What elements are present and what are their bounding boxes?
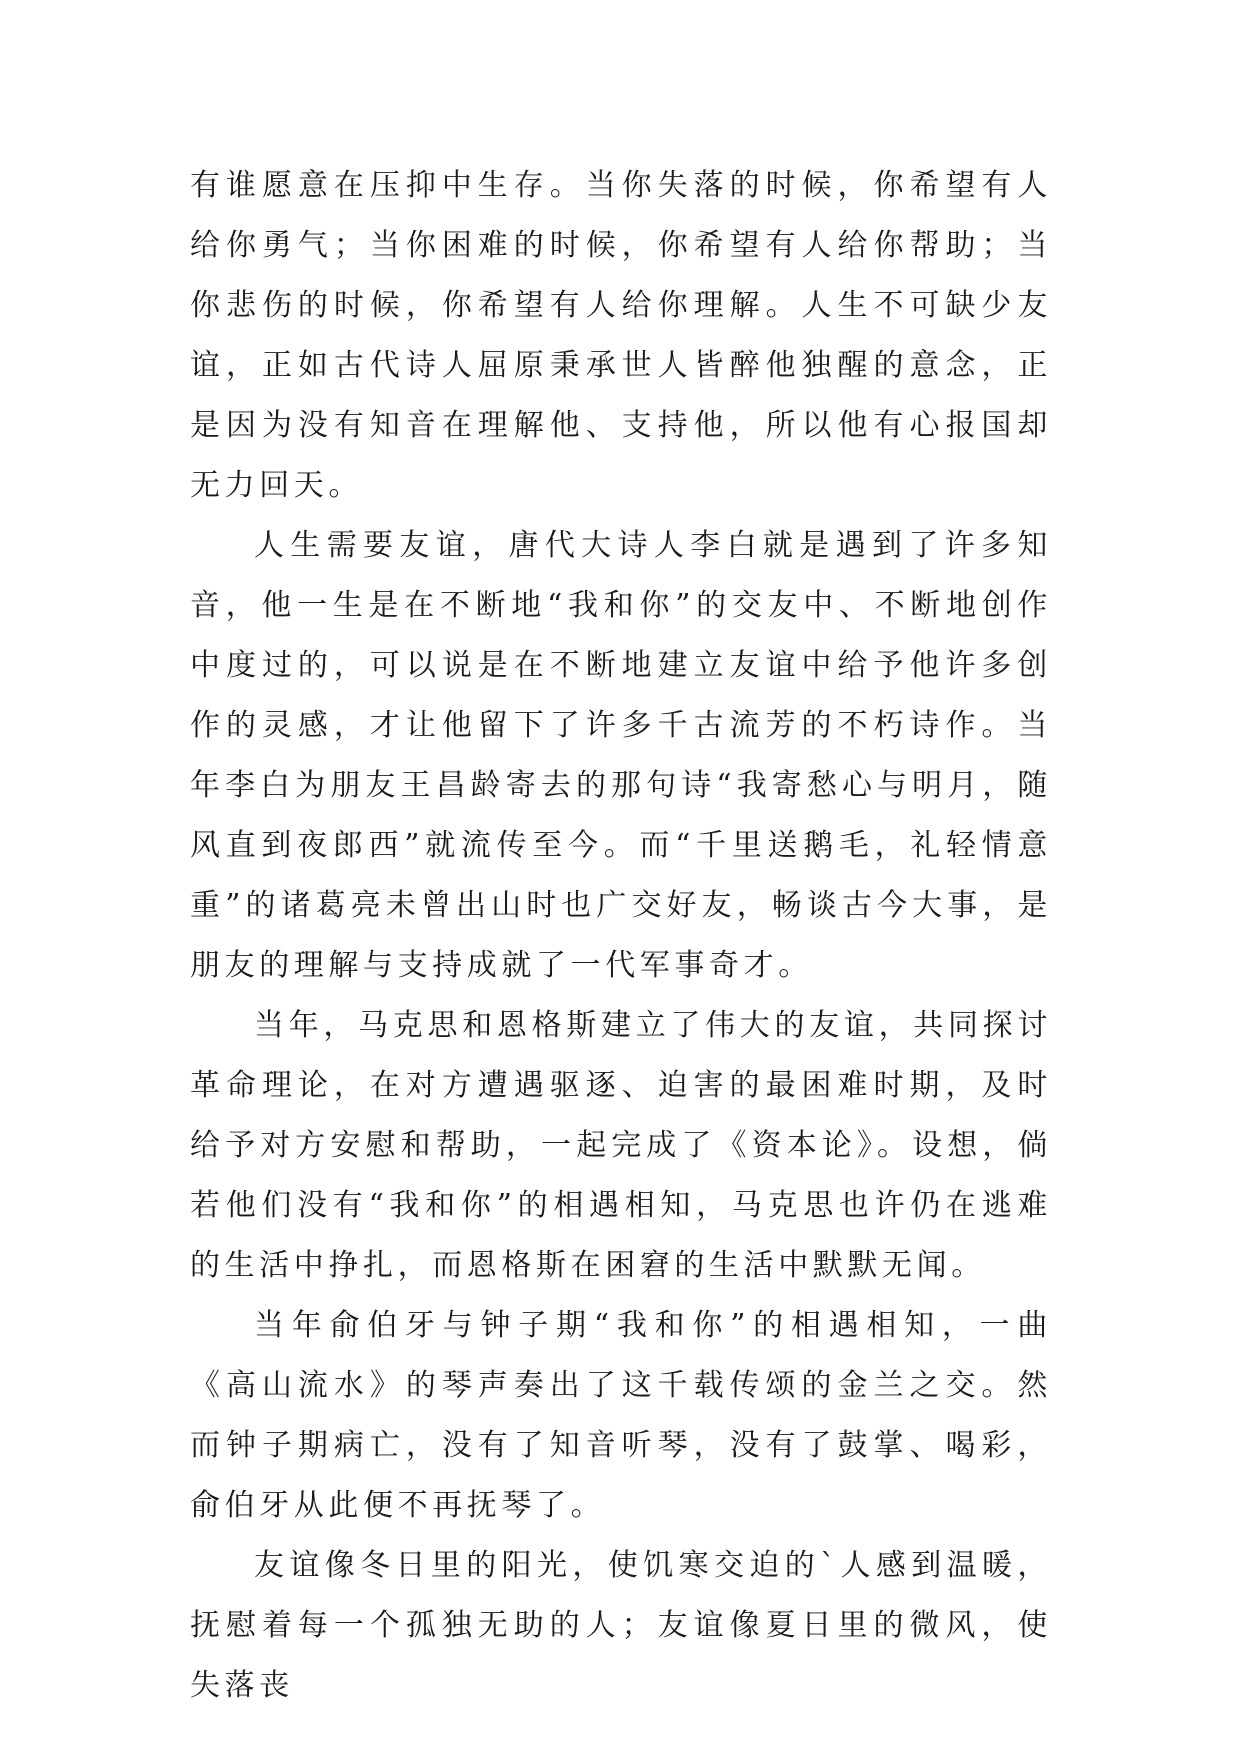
paragraph-3: 当年，马克思和恩格斯建立了伟大的友谊，共同探讨革命理论，在对方遭遇驱逐、迫害的最困难时期，及时给予对方安慰和帮助，一起完成了《资本论》。设想，倘若他们没有“我和你”的相遇相知，马克思也许仍在逃难的生活中挣扎，而恩格斯在困窘的生活中默默无闻。 — [190, 1008, 1052, 1283]
document-body — [190, 156, 1052, 1716]
paragraph-2: 人生需要友谊，唐代大诗人李白就是遇到了许多知音，他一生是在不断地“我和你”的交友中、不断地创作中度过的，可以说是在不断地建立友谊中给予他许多创作的灵感，才让他留下了许多千古流芳的不朽诗作。当年李白为朋友王昌龄寄去的那句诗“我寄愁心与明月，随风直到夜郎西”就流传至今。而“千里送鹅毛，礼轻情意重”的诸葛亮未曾出山时也广交好友，畅谈古今大事，是朋友的理解与支持成就了一代军事奇才。 — [190, 528, 1052, 983]
paragraph-4: 当年俞伯牙与钟子期“我和你”的相遇相知，一曲《高山流水》的琴声奏出了这千载传颂的金兰之交。然而钟子期病亡，没有了知音听琴，没有了鼓掌、喝彩，俞伯牙从此便不再抚琴了。 — [190, 1308, 1052, 1523]
paragraph-5: 友谊像冬日里的阳光，使饥寒交迫的`人感到温暖，抚慰着每一个孤独无助的人；友谊像夏日里的微风，使失落丧 — [190, 1548, 1052, 1703]
paragraph-1-continued: 有谁愿意在压抑中生存。当你失落的时候，你希望有人给你勇气；当你困难的时候，你希望有人给你帮助；当你悲伤的时候，你希望有人给你理解。人生不可缺少友谊，正如古代诗人屈原秉承世人皆醉他独醒的意念，正是因为没有知音在理解他、支持他，所以他有心报国却无力回天。 — [190, 168, 1052, 503]
